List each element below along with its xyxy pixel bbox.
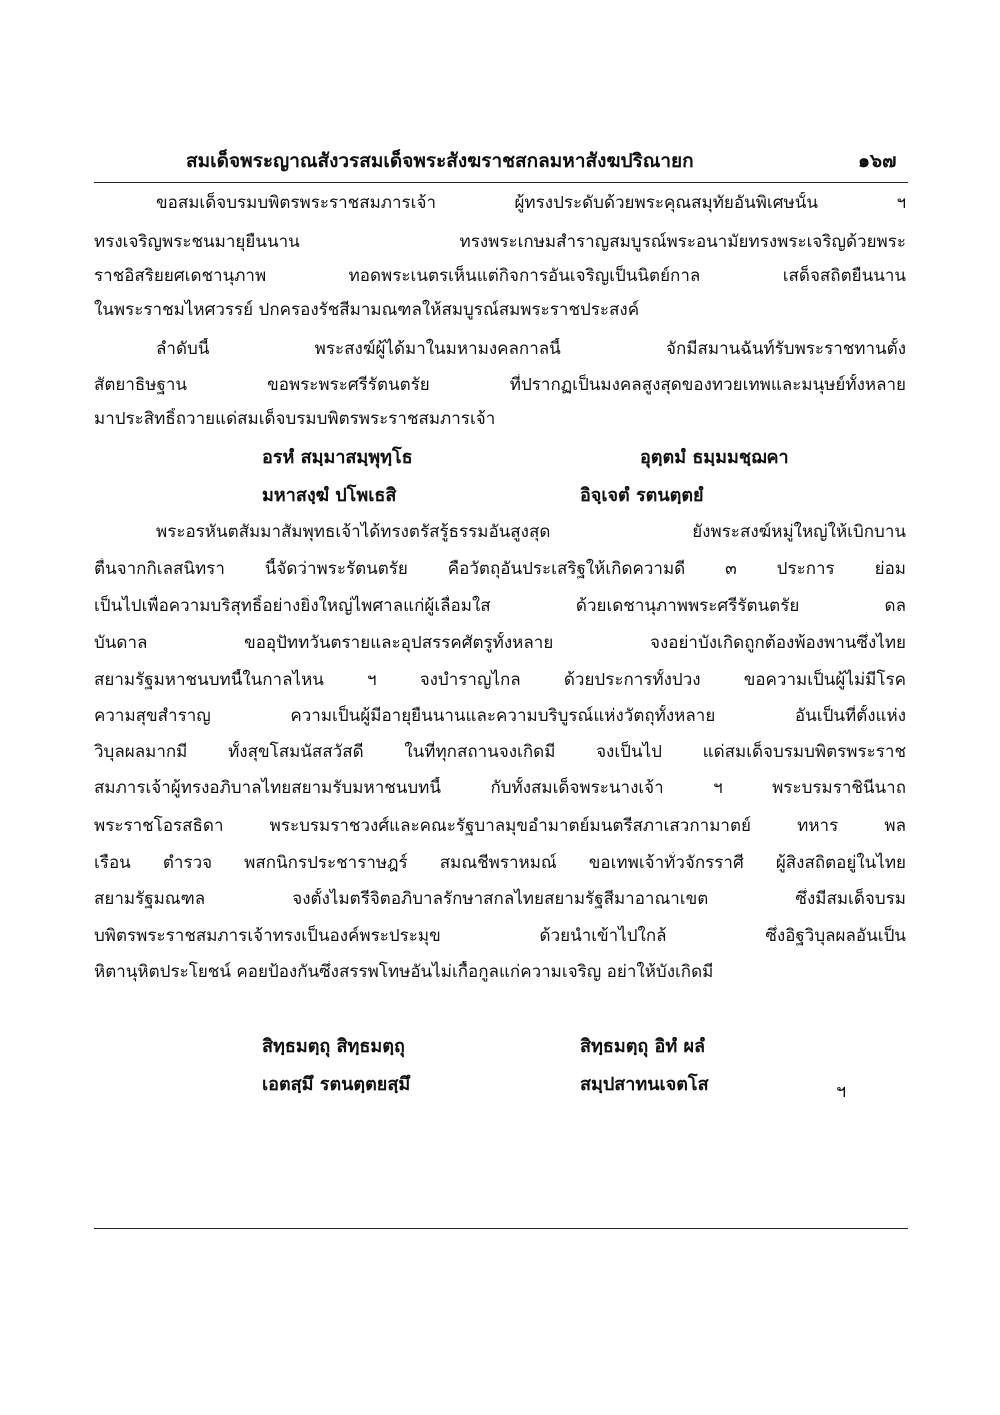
verse-line-2-right: อิจฺเจตํ รตนตฺตยํ — [580, 485, 704, 506]
text-line: สมภารเจ้าผู้ทรงอภิบาลไทยสยามรับมหาชนบทนี้ กับทั้งสมเด็จพระนางเจ้า ฯ พระบรมราชินีนาถ — [94, 778, 906, 798]
verse-line-2-left: มหาสงฺฆํ ปโพเธสิ — [262, 485, 397, 506]
page-number: ๑๖๗ — [858, 150, 897, 172]
text-line: เป็นไปเพื่อความบริสุทธิ์อย่างยิ่งใหญ่ไพศาลแก่ผู้เลื่อมใส ด้วยเดชานุภาพพระศรีรัตนตรัย ดล — [94, 596, 906, 616]
text-line: สยามรัฐมหาชนบทนี้ในกาลไหน ฯ จงบำราญไกล ด้วยประการทั้งปวง ขอความเป็นผู้ไม่มีโรค — [94, 670, 906, 690]
text-line: บันดาล ขออุปัททวันตรายและอุปสรรคศัตรูทั้งหลาย จงอย่าบังเกิดถูกต้องพ้องพานซึ่งไทย — [94, 633, 906, 653]
text-line: บพิตรพระราชสมภารเจ้าทรงเป็นองค์พระประมุข ด้วยนำเข้าไปใกล้ ซึ่งอิฐวิบุลผลอันเป็น — [94, 926, 906, 946]
text-line: ราชอิสริยยศเดชานุภาพ ทอดพระเนตรเห็นแต่กิจการอันเจริญเป็นนิตย์กาล เสด็จสถิตยืนนาน — [94, 266, 906, 286]
text-line: ในพระราชมไหศวรรย์ ปกครองรัชสีมามณฑลให้สมบูรณ์สมพระราชประสงค์ — [94, 300, 640, 320]
end-mark: ฯ — [836, 1081, 847, 1102]
verse-line-2-left: เอตสฺมึ รตนตฺตยสฺมึ — [262, 1074, 411, 1095]
text-line: พระอรหันตสัมมาสัมพุทธเจ้าได้ทรงตรัสรู้ธรรมอันสูงสุด ยังพระสงฆ์หมู่ใหญ่ให้เบิกบาน — [156, 522, 906, 542]
text-line: ทรงเจริญพระชนมายุยืนนาน ทรงพระเกษมสำราญสมบูรณ์พระอนามัยทรงพระเจริญด้วยพระ — [94, 232, 906, 252]
text-line: พระราชโอรสธิดา พระบรมราชวงศ์และคณะรัฐบาลมุขอำมาตย์มนตรีสภาเสวกามาตย์ ทหาร พล — [94, 816, 906, 836]
text-line: หิตานุหิตประโยชน์ คอยป้องกันซึ่งสรรพโทษอันไม่เกื้อกูลแก่ความเจริญ อย่าให้บังเกิดมี — [94, 962, 714, 982]
text-line: มาประสิทธิ์ถวายแด่สมเด็จบรมบพิตรพระราชสมภารเจ้า — [94, 409, 496, 429]
text-line: ลำดับนี้ พระสงฆ์ผู้ได้มาในมหามงคลกาลนี้ จักมีสมานฉันท์รับพระราชทานตั้ง — [156, 339, 906, 359]
footer-rule — [94, 1228, 908, 1229]
text-line: สัตยาธิษฐาน ขอพระพระศรีรัตนตรัย ที่ปรากฏเป็นมงคลสูงสุดของทวยเทพและมนุษย์ทั้งหลาย — [94, 375, 906, 395]
verse-line-1-left: อรหํ สมฺมาสมฺพุทฺโธ — [262, 447, 413, 468]
header-rule — [94, 182, 908, 183]
text-line: ตื่นจากกิเลสนิทรา นี้จัดว่าพระรัตนตรัย คือวัตถุอันประเสริฐให้เกิดความดี ๓ ประการ ย่อม — [94, 559, 906, 579]
text-line: วิบุลผลมากมี ทั้งสุขโสมนัสสวัสดี ในที่ทุกสถานจงเกิดมี จงเป็นไป แด่สมเด็จบรมบพิตรพระราช — [94, 742, 906, 762]
verse-line-2-right: สมฺปสาทนเจตโส — [580, 1074, 709, 1095]
verse-line-1-right: สิทฺธมตฺถุ อิทํ ผลํ — [580, 1036, 706, 1057]
text-line: ขอสมเด็จบรมบพิตรพระราชสมภารเจ้า ผู้ทรงประดับด้วยพระคุณสมุทัยอันพิเศษนั้น ฯ — [156, 193, 906, 213]
text-line: เรือน ตำรวจ พสกนิกรประชาราษฎร์ สมณชีพราหมณ์ ขอเทพเจ้าทั่วจักรราศี ผู้สิงสถิตอยู่ในไทย — [94, 853, 906, 873]
verse-line-1-left: สิทฺธมตฺถุ สิทฺธมตฺถุ — [262, 1036, 405, 1057]
verse-line-1-right: อุตฺตมํ ธมฺมมชฺฌคา — [640, 447, 789, 468]
header-title: สมเด็จพระญาณสังวรสมเด็จพระสังฆราชสกลมหาสังฆปริณายก — [186, 150, 694, 172]
text-line: สยามรัฐมณฑล จงตั้งไมตรีจิตอภิบาลรักษาสกลไทยสยามรัฐสีมาอาณาเขต ซึ่งมีสมเด็จบรม — [94, 889, 906, 909]
text-line: ความสุขสำราญ ความเป็นผู้มีอายุยืนนานและความบริบูรณ์แห่งวัตถุทั้งหลาย อันเป็นที่ตั้งแห่ง — [94, 706, 906, 726]
